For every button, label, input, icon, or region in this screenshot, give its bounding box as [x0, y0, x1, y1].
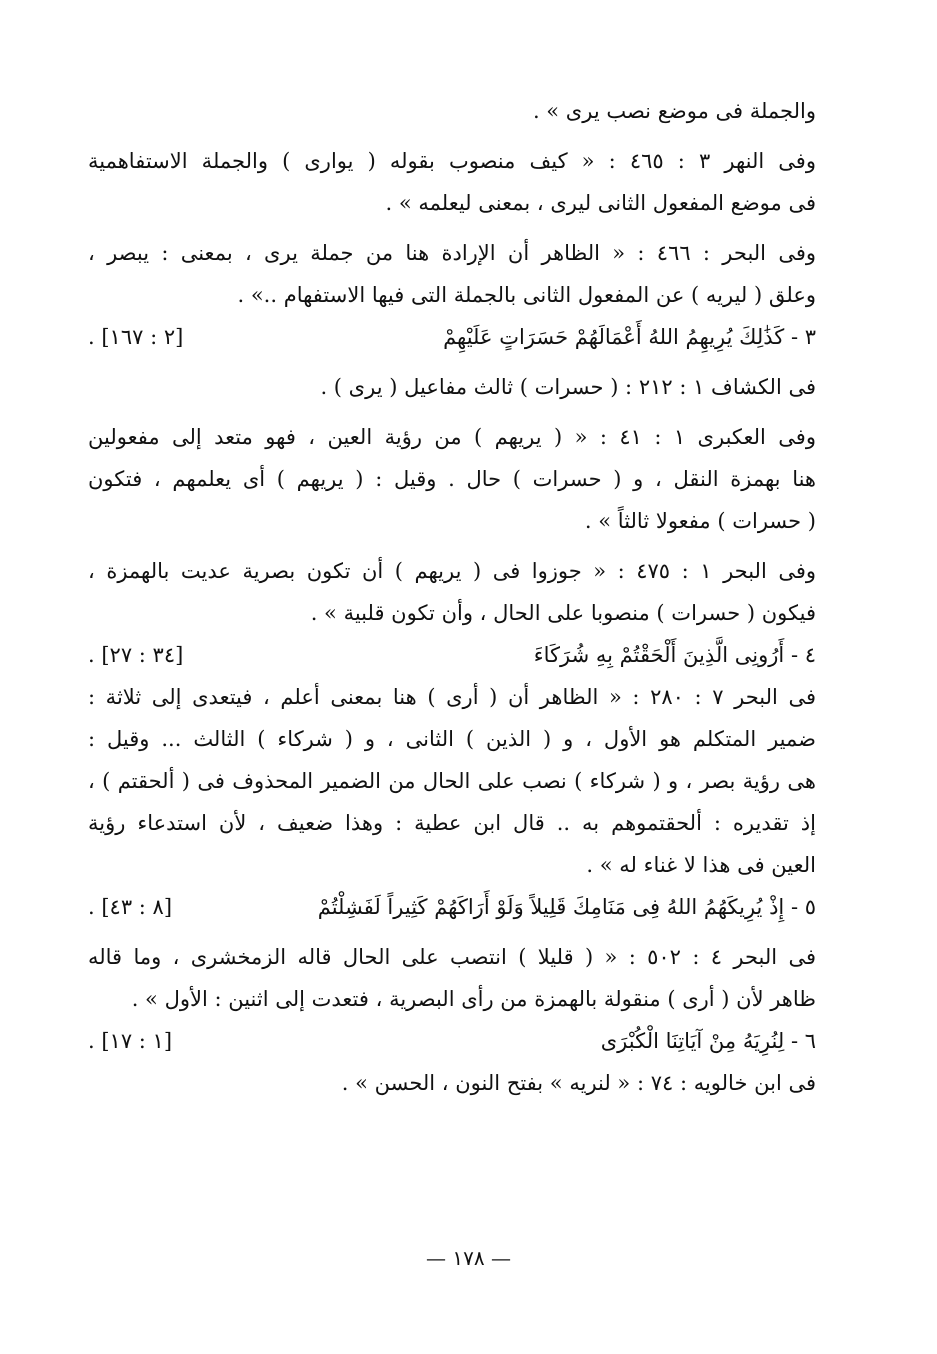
text-line: العين فى هذا لا غناء له » .: [586, 853, 816, 877]
paragraph: [88, 90, 816, 132]
paragraph-bahr-4: [88, 936, 816, 1020]
paragraph-kashaf: [88, 366, 816, 408]
page-number: — ١٧٨ —: [426, 1246, 511, 1270]
quran-verse-6: [88, 1020, 816, 1062]
page-content: [88, 90, 816, 1104]
text-line: فى البحر ٧ : ٢٨٠ : « الظاهر أن ( أرى ) هنا بمعنى أعلم ، فيتعدى إلى ثلاثة :: [88, 685, 816, 709]
verse-reference: [٨ : ٤٣] .: [88, 895, 173, 919]
text-line: ( حسرات ) مفعولا ثالثاً » .: [584, 509, 816, 533]
verse-reference: [٢ : ١٦٧] .: [88, 325, 184, 349]
text-line: وفى البحر ١ : ٤٧٥ : « جوزوا فى ( يريهم ) أن تكون بصرية عديت بالهمزة ،: [88, 559, 816, 583]
text-line: فى موضع المفعول الثانى ليرى ، بمعنى ليعلمه » .: [385, 191, 816, 215]
text-line: فى الكشاف ١ : ٢١٢ : ( حسرات ) ثالث مفاعيل ( يرى ) .: [320, 375, 816, 399]
text-line: وفى البحر : ٤٦٦ : « الظاهر أن الإرادة هنا من جملة يرى ، بمعنى : يبصر ،: [88, 241, 816, 265]
text-line: وعلق ( ليريه ) عن المفعول الثانى بالجملة التى فيها الاستفهام ..» .: [237, 283, 816, 307]
quran-verse-5: [88, 886, 816, 928]
text-line: ظاهر لأن ( أرى ) منقولة بالهمزة من رأى البصرية ، فتعدت إلى اثنين : الأول » .: [131, 987, 816, 1011]
paragraph-bahr-3: [88, 676, 816, 886]
verse-text: ٥ - إِذْ يُرِيكَهُمُ اللهُ فِى مَنَامِكَ قَلِيلاً وَلَوْ أَرَاكَهُمْ كَثِيراً لَفَشِلْتُمْ: [317, 895, 816, 919]
text-line: هى رؤية بصر ، و ( شركاء ) نصب على الحال من الضمير المحذوف فى ( ألحقتم ) ،: [88, 769, 816, 793]
quran-verse-4: [88, 634, 816, 676]
verse-reference: [٣٤ : ٢٧] .: [88, 643, 184, 667]
text-line: إذ تقديره : ألحقتموهم به .. قال ابن عطية : وهذا ضعيف ، لأن استدعاء رؤية: [88, 811, 816, 835]
paragraph-khalawayh: [88, 1062, 816, 1104]
paragraph-bahr-2: [88, 550, 816, 634]
verse-text: ٤ - أَرُونِى الَّذِينَ أَلْحَقْتُمْ بِهِ شُرَكَاءَ: [533, 643, 816, 667]
text-line: والجملة فى موضع نصب يرى » .: [532, 99, 816, 123]
quran-verse-3: [88, 316, 816, 358]
text-line: وفى العكبرى ١ : ٤١ : « ( يريهم ) من رؤية العين ، فهو متعد إلى مفعولين: [88, 425, 816, 449]
paragraph-nahr: [88, 140, 816, 224]
text-line: وفى النهر ٣ : ٤٦٥ : « كيف منصوب بقوله ( يوارى ) والجملة الاستفاهمية: [88, 149, 816, 173]
text-line: فى البحر ٤ : ٥٠٢ : « ( قليلا ) انتصب على الحال قاله الزمخشرى ، وما قاله: [88, 945, 816, 969]
text-line: هنا بهمزة النقل ، و ( حسرات ) حال . وقيل : ( يريهم ) أى يعلمهم ، فتكون: [88, 467, 816, 491]
verse-text: ٦ - لِنُرِيَهُ مِنْ آيَاتِنَا الْكُبْرَى: [600, 1029, 816, 1053]
verse-text: ٣ - كَذَٰلِكَ يُرِيهِمُ اللهُ أَعْمَالَهُمْ حَسَرَاتٍ عَلَيْهِمْ: [443, 325, 816, 349]
paragraph-bahr: [88, 232, 816, 316]
text-line: ضمير المتكلم هو الأول ، و ( الذين ) الثانى ، و ( شركاء ) الثالث ... وقيل :: [88, 727, 816, 751]
text-line: فيكون ( حسرات ) منصوبا على الحال ، وأن تكون قلبية » .: [310, 601, 816, 625]
paragraph-ukbari: [88, 416, 816, 542]
text-line: فى ابن خالويه : ٧٤ : « لنريه » بفتح النون ، الحسن » .: [341, 1071, 816, 1095]
verse-reference: [١ : ١٧] .: [88, 1029, 173, 1053]
